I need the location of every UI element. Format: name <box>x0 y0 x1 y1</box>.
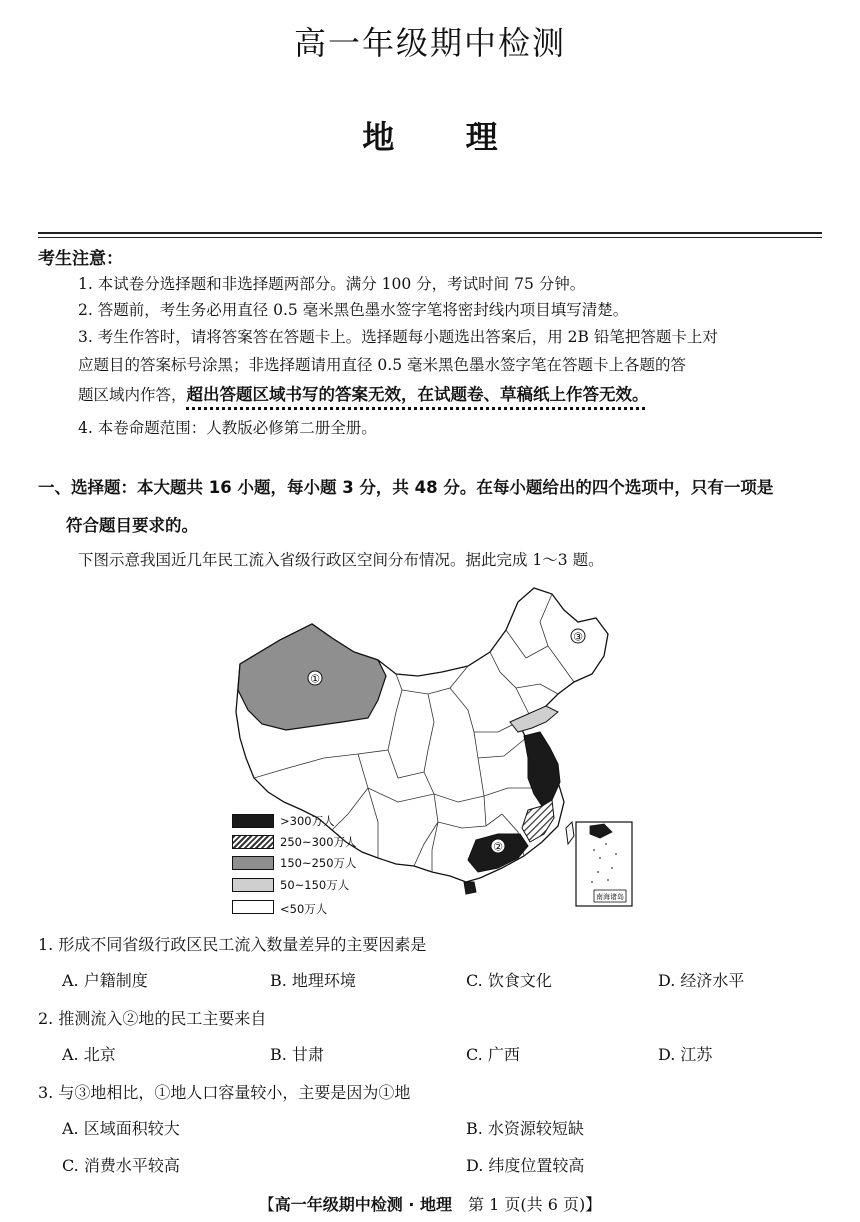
footer-bracket-close: 】 <box>585 1195 602 1214</box>
question-1-stem: 1. 形成不同省级行政区民工流入数量差异的主要因素是 <box>38 935 427 954</box>
region-hainan <box>464 882 476 894</box>
notice-item-emphasis-line <box>78 381 649 405</box>
notice-plain-text: 题区域内作答， <box>78 386 187 404</box>
exam-title: 高一年级期中检测 <box>293 24 566 62</box>
subject-title: 地 理 <box>362 118 498 156</box>
question-3-option-c: C. 消费水平较高 <box>62 1156 180 1175</box>
question-2-option-b: B. 甘肃 <box>270 1045 324 1064</box>
legend-label: <50万人 <box>280 902 328 916</box>
footer-page-number: 第 1 页(共 6 页) <box>452 1195 586 1214</box>
legend-label: 50~150万人 <box>280 878 350 892</box>
question-3-option-d: D. 纬度位置较高 <box>466 1156 585 1175</box>
notice-item: 2. 答题前，考生务必用直径 0.5 毫米黑色墨水签字笔将密封线内项目填写清楚。 <box>78 301 629 319</box>
legend-label: 150~250万人 <box>280 856 357 870</box>
notice-heading: 考生注意： <box>38 249 123 269</box>
question-3-stem: 3. 与③地相比，①地人口容量较小，主要是因为①地 <box>38 1083 411 1102</box>
china-map-svg <box>228 582 638 922</box>
legend-swatch <box>232 856 274 870</box>
question-3-option-a: A. 区域面积较大 <box>62 1119 180 1138</box>
question-2-option-c: C. 广西 <box>466 1045 520 1064</box>
legend-label: >300万人 <box>280 814 335 828</box>
notice-item: 4. 本卷命题范围：人教版必修第二册全册。 <box>78 419 377 437</box>
notice-item: 3. 考生作答时，请将答案答在答题卡上。选择题每小题选出答案后，用 2B 铅笔把答题卡上对 <box>78 328 718 346</box>
footer-exam-name: 高一年级期中检测 · 地理 <box>274 1195 453 1214</box>
marker-2-label: ② <box>493 840 503 854</box>
legend-label: 250~300万人 <box>280 835 357 849</box>
footer-bracket-open: 【 <box>258 1195 275 1214</box>
header-rule-thin <box>38 237 822 238</box>
header-rule-thick <box>38 232 822 234</box>
marker-3-label: ③ <box>573 630 583 644</box>
section-heading-continued: 符合题目要求的。 <box>66 516 198 535</box>
question-intro: 下图示意我国近几年民工流入省级行政区空间分布情况。据此完成 1～3 题。 <box>78 551 604 569</box>
question-2-option-a: A. 北京 <box>62 1045 116 1064</box>
question-1-option-b: B. 地理环境 <box>270 971 356 990</box>
notice-item: 1. 本试卷分选择题和非选择题两部分。满分 100 分，考试时间 75 分钟。 <box>78 275 586 293</box>
notice-emphasis-text: 超出答题区域书写的答案无效，在试题卷、草稿纸上作答无效。 <box>186 385 649 404</box>
question-2-option-d: D. 江苏 <box>658 1045 713 1064</box>
legend-swatch <box>232 814 274 828</box>
marker-1-label: ① <box>310 672 320 686</box>
page-footer <box>0 1192 860 1215</box>
notice-item-continued: 应题目的答案标号涂黑；非选择题请用直径 0.5 毫米黑色墨水签字笔在答题卡上各题的答 <box>78 356 687 374</box>
question-1-option-d: D. 经济水平 <box>658 971 745 990</box>
question-1-option-a: A. 户籍制度 <box>62 971 148 990</box>
question-3-option-b: B. 水资源较短缺 <box>466 1119 584 1138</box>
question-1-option-c: C. 饮食文化 <box>466 971 552 990</box>
inset-label: 南海诸岛 <box>596 893 624 901</box>
region-taiwan <box>566 822 574 844</box>
question-2-stem: 2. 推测流入②地的民工主要来自 <box>38 1009 267 1028</box>
legend-swatch <box>232 878 274 892</box>
legend-swatch <box>232 900 274 914</box>
legend-swatch <box>232 835 274 849</box>
china-migrant-map <box>228 582 638 922</box>
section-heading: 一、选择题：本大题共 16 小题，每小题 3 分，共 48 分。在每小题给出的四个选项中，只有一项是 <box>38 478 774 497</box>
